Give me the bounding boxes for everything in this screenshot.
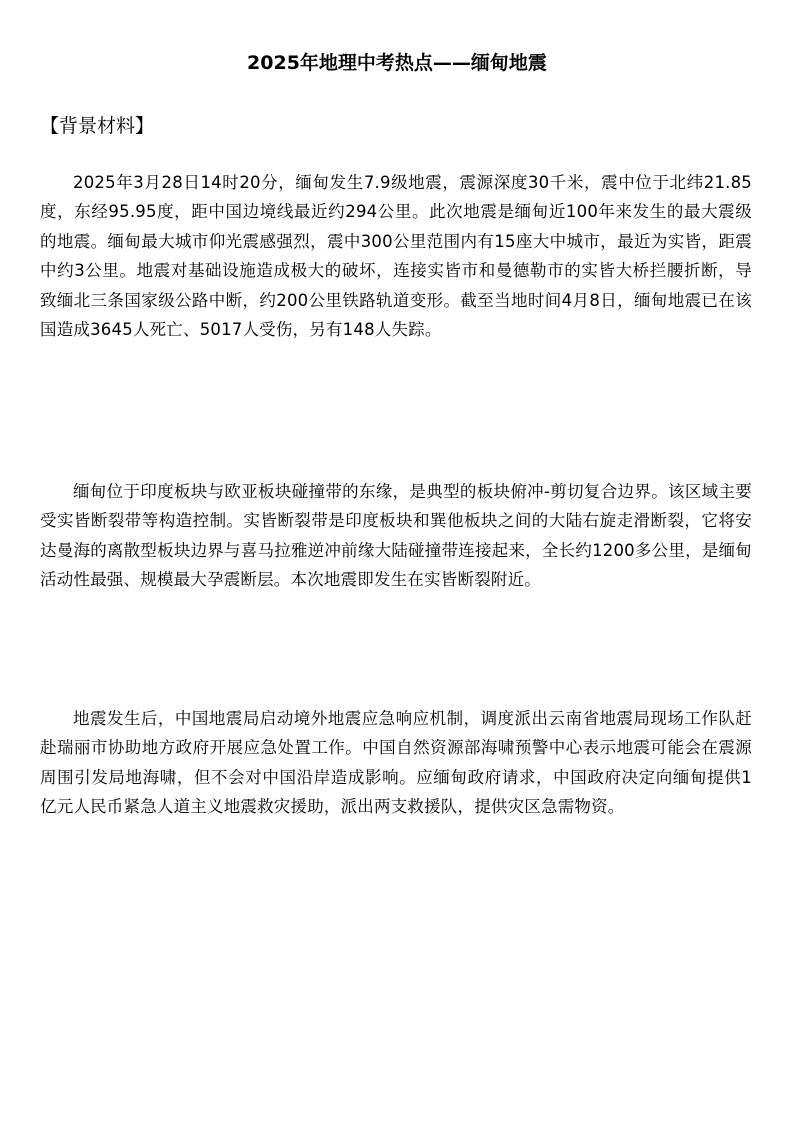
paragraph-tectonic-setting: 缅甸位于印度板块与欧亚板块碰撞带的东缘，是典型的板块俯冲-剪切复合边界。该区域主要受实皆断裂带等构造控制。实皆断裂带是印度板块和巽他板块之间的大陆右旋走滑断裂，它将安达曼海的离散型板块边界与喜马拉雅逆冲前缘大陆碰撞带连接起来，全长约1200多公里，是缅甸活动性最强、规模最大孕震断层。本次地震即发生在实皆断裂附近。	[40, 482, 752, 590]
document-title: 2025年地理中考热点——缅甸地震	[247, 52, 547, 74]
section-heading-background-material: 【背景材料】	[40, 115, 155, 137]
paragraph-earthquake-overview: 2025年3月28日14时20分，缅甸发生7.9级地震，震源深度30千米，震中位于北纬21.85度，东经95.95度，距中国边境线最近约294公里。此次地震是缅甸近100年来发生的最大震级的地震。缅甸最大城市仰光震感强烈，震中300公里范围内有15座大中城市，最近为实皆，距震中约3公里。地震对基础设施造成极大的破坏，连接实皆市和曼德勒市的实皆大桥拦腰折断，导致缅北三条国家级公路中断，约200公里铁路轨道变形。截至当地时间4月8日，缅甸地震已在该国造成3645人死亡、5017人受伤，另有148人失踪。	[40, 173, 752, 340]
paragraph-emergency-response: 地震发生后，中国地震局启动境外地震应急响应机制，调度派出云南省地震局现场工作队赶赴瑞丽市协助地方政府开展应急处置工作。中国自然资源部海啸预警中心表示地震可能会在震源周围引发局地海啸，但不会对中国沿岸造成影响。应缅甸政府请求，中国政府决定向缅甸提供1亿元人民币紧急人道主义地震救灾援助，派出两支救援队，提供灾区急需物资。	[40, 709, 752, 817]
